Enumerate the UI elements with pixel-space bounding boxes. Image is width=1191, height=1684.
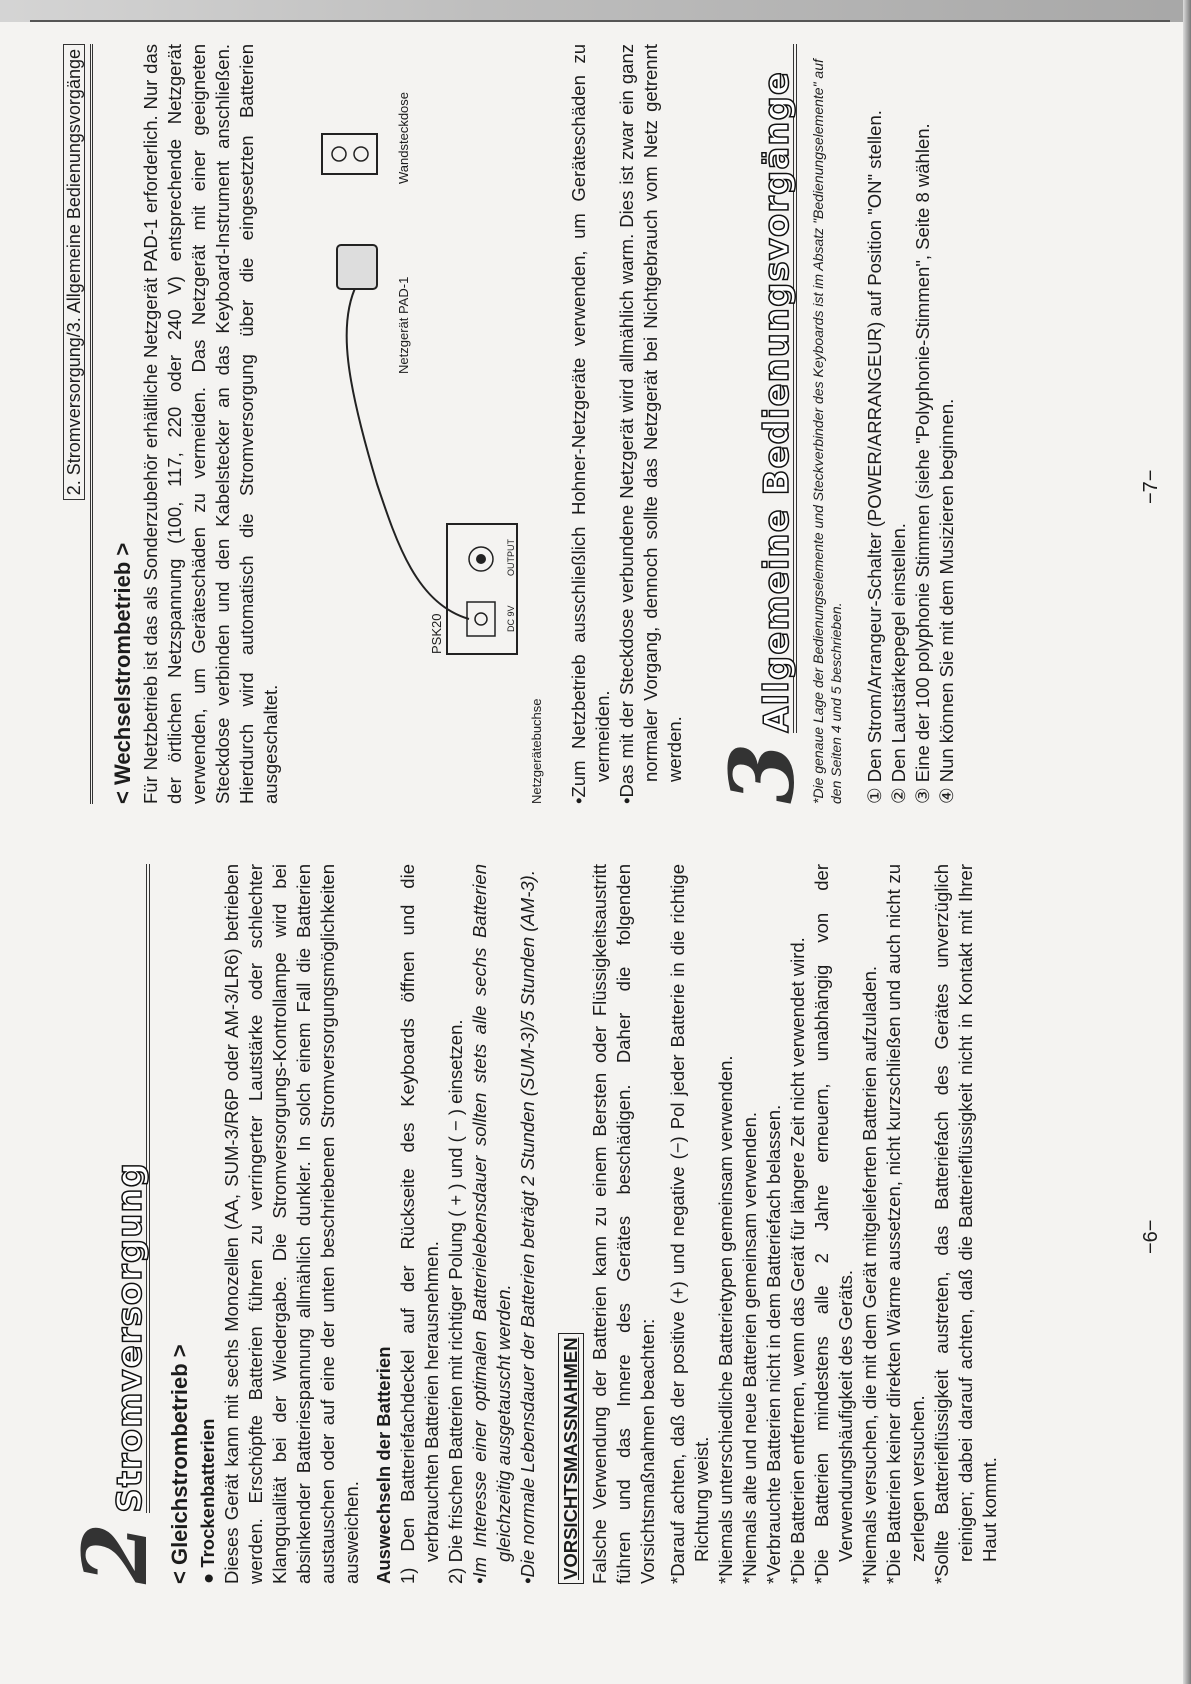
- section-ac-heading: < Wechselstrombetrieb >: [110, 542, 135, 804]
- caution-item: *Die Batterien keiner direkten Wärme aussetzen, nicht kurzschließen und auch nicht zu zerlegen versuchen.: [883, 864, 928, 1584]
- power-adapter-diagram: [297, 44, 547, 804]
- dc-jack-socket: [475, 613, 487, 625]
- replace-note-2: •Die normale Lebensdauer der Batterien beträgt 2 Stunden (SUM-3)/5 Stunden (AM-3).: [517, 870, 538, 1584]
- chapter-number: 2: [63, 1522, 167, 1584]
- label-jack: Netzgerätebuchse: [529, 698, 544, 804]
- label-adapter: Netzgerät PAD-1: [396, 276, 411, 374]
- replace-note-1: •Im Interesse einer optimalen Batterielebensdauer sollten stets alle sechs Batterien gleichzeitig ausgetauscht werden.: [469, 864, 514, 1584]
- replace-step-2: 2) Die frischen Batterien mit richtiger Polung ( + ) und ( − ) einsetzen.: [445, 1019, 466, 1584]
- adapter-illustration: [297, 44, 547, 804]
- step-4: ④ Nun können Sie mit dem Musizieren beginnen.: [936, 398, 957, 804]
- caution-item: *Die Batterien mindestens alle 2 Jahre erneuern, unabhängig von der Verwendungshäufigkeit des Geräts.: [811, 864, 856, 1584]
- label-model: PSK20: [429, 613, 444, 654]
- adapter-body: [337, 245, 377, 289]
- dry-batteries-text: Dieses Gerät kann mit sechs Monozellen (AA, SUM-3/R6P oder AM-3/LR6) betrieben werden. Erschöpfte Batterien führen zu verringerter Lautstärke oder schlechter Klangqualität bei der Wiedergabe. Die Stromversorgungs-Kontrollampe wird bei absinkender Batteriespannung allmählich dunkler. In solch einem Fall die Batterien austauschen oder auf eine der unten beschriebenen Stromversorgungsmöglichkeiten ausweichen.: [221, 864, 362, 1584]
- running-head-text: 2. Stromversorgung/3. Allgemeine Bedienungsvorgänge: [63, 44, 85, 500]
- ac-note-1: •Zum Netzbetrieb ausschließlich Hohner-Netzgeräte verwenden, um Geräteschäden zu vermeiden.: [568, 44, 613, 804]
- ac-text: Für Netzbetrieb ist das als Sonderzubehör erhältliche Netzgerät PAD-1 erforderlich. Nur das der örtlichen Netzspannung (100, 117, 220 oder 240 V) entsprechende Netzgerät verwenden, um Geräteschäden zu vermeiden. Das Netzgerät mit einer geeigneten Steckdose verbinden und den Kabelstecker an das Keyboard-Instrument anschließen. Hierdurch wird automatisch die Stromversorgung über die eingesetzten Batterien ausgeschaltet.: [140, 44, 281, 804]
- step-2: ② Den Lautstärkepegel einstellen.: [888, 523, 909, 804]
- step-1: ① Den Strom/Arrangeur-Schalter (POWER/ARRANGEUR) auf Position "ON" stellen.: [864, 110, 885, 804]
- running-head: [60, 44, 93, 804]
- right-page: [60, 44, 959, 804]
- chapter-3-note: *Die genaue Lage der Bedienungselemente und Steckverbinder des Keyboards ist im Absatz "Bedienungselemente" auf den Seiten 4 und 5 beschrieben.: [810, 59, 844, 804]
- chapter-title: Stromversorgung: [118, 864, 150, 1513]
- caution-intro: Falsche Verwendung der Batterien kann zu einem Bersten oder Flüssigkeitsaustritt führen und das Innere des Gerätes beschädigen. Daher die folgenden Vorsichtsmaßnahmen beachten:: [589, 864, 658, 1584]
- label-output: OUTPUT: [506, 539, 516, 576]
- caution-heading: VORSICHTSMASSNAHMEN: [558, 1333, 584, 1584]
- subsection-dry-batteries: ● Trockenbatterien: [197, 1418, 218, 1584]
- label-outlet: Wandsteckdose: [396, 91, 411, 184]
- dc-jack: [467, 602, 495, 636]
- caution-item: *Niemals alte und neue Batterien gemeinsam verwenden.: [739, 1111, 760, 1584]
- section-dc-heading: < Gleichstrombetrieb >: [167, 1344, 192, 1584]
- chapter-2-heading: [63, 864, 167, 1584]
- output-jack-center: [476, 554, 486, 564]
- ac-note-2: •Das mit der Steckdose verbundene Netzgerät wird allmählich warm. Dies ist zwar ein ganz normaler Vorgang, dennoch sollte das Netzgerät bei Nichtgebrauch vom Netz getrennt werden.: [616, 44, 685, 804]
- caution-item: *Sollte Batterieflüssigkeit austreten, das Batteriefach des Gerätes unverzüglich reinigen; dabei darauf achten, daß die Batterieflüssigkeit nicht in Kontakt mit Ihrer Haut kommt.: [931, 864, 1000, 1584]
- caution-item: *Verbrauchte Batterien nicht in dem Batteriefach belassen.: [763, 1104, 784, 1584]
- page-number-right: −7−: [1140, 469, 1162, 504]
- caution-item: *Niemals versuchen, die mit dem Gerät mitgelieferten Batterien aufzuladen.: [859, 966, 880, 1584]
- replace-heading: Auswechseln der Batterien: [373, 1346, 394, 1584]
- step-3: ③ Eine der 100 polyphonie Stimmen (siehe "Polyphonie-Stimmen", Seite 8 wählen.: [912, 123, 933, 804]
- chapter-3-heading: [710, 44, 814, 804]
- caution-item: *Darauf achten, daß der positive (+) und negative (−) Pol jeder Batterie in die richtige Richtung weist.: [667, 864, 712, 1584]
- left-page: [63, 864, 1002, 1584]
- label-dc: DC 9V: [506, 605, 516, 632]
- replace-step-1: 1) Den Batteriefachdeckel auf der Rückseite des Keyboards öffnen und die verbrauchten Batterien herausnehmen.: [397, 864, 442, 1584]
- chapter-3-number: 3: [710, 742, 814, 804]
- outlet-socket: [354, 147, 368, 161]
- chapter-3: [710, 44, 959, 804]
- caution-item: *Niemals unterschiedliche Batterietypen gemeinsam verwenden.: [715, 1055, 736, 1584]
- chapter-3-title: Allgemeine Bedienungsvorgänge: [765, 44, 797, 733]
- caution-item: *Die Batterien entfernen, wenn das Gerät für längere Zeit nicht verwendet wird.: [787, 937, 808, 1584]
- page-number-left: −6−: [1140, 1219, 1162, 1254]
- outlet-socket: [332, 147, 346, 161]
